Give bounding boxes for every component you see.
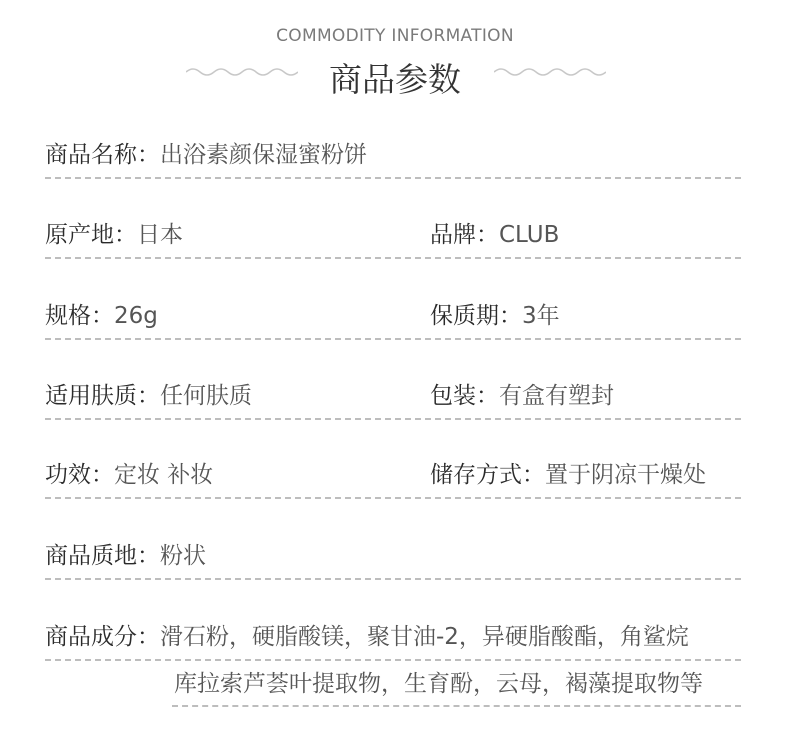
- field-label: 商品名称：: [45, 142, 160, 168]
- field-spec: [45, 301, 158, 331]
- field-value: 任何肤质: [160, 383, 252, 409]
- wave-decoration-right-icon: [494, 66, 606, 78]
- field-label: 商品成分：: [45, 624, 160, 650]
- field-label: 储存方式：: [430, 462, 545, 488]
- divider: [45, 177, 741, 179]
- field-value: 粉状: [160, 543, 206, 569]
- field-ingredients: [45, 622, 689, 652]
- field-value: 滑石粉，硬脂酸镁，聚甘油-2，异硬脂酸酯，角鲨烷: [160, 624, 689, 650]
- divider: [45, 659, 741, 661]
- field-label: 规格：: [45, 303, 114, 329]
- field-label: 原产地：: [45, 222, 137, 248]
- divider: [45, 578, 741, 580]
- field-ingredients-continued: 库拉索芦荟叶提取物，生育酚，云母，褐藻提取物等: [174, 671, 703, 697]
- divider: [172, 705, 741, 707]
- divider: [45, 418, 741, 420]
- field-value: 出浴素颜保湿蜜粉饼: [160, 142, 367, 168]
- header-english-title: COMMODITY INFORMATION: [276, 26, 514, 46]
- field-value: CLUB: [499, 222, 560, 248]
- field-value: 有盒有塑封: [499, 383, 614, 409]
- divider: [45, 338, 741, 340]
- field-texture: [45, 541, 206, 571]
- field-value: 定妆 补妆: [114, 462, 214, 488]
- field-skin-type: [45, 381, 252, 411]
- header-chinese-title: 商品参数: [329, 60, 461, 99]
- field-value: 26g: [114, 303, 158, 329]
- field-label: 品牌：: [430, 222, 499, 248]
- field-packaging: [430, 381, 614, 411]
- field-label: 保质期：: [430, 303, 522, 329]
- field-origin: [45, 220, 183, 250]
- field-brand: [430, 220, 559, 250]
- field-value: 日本: [137, 222, 183, 248]
- field-value: 置于阴凉干燥处: [545, 462, 706, 488]
- field-label: 包装：: [430, 383, 499, 409]
- divider: [45, 257, 741, 259]
- field-label: 适用肤质：: [45, 383, 160, 409]
- field-label: 商品质地：: [45, 543, 160, 569]
- field-shelf-life: [430, 301, 560, 331]
- field-value: 3年: [522, 303, 560, 329]
- field-effect: [45, 460, 213, 490]
- field-label: 功效：: [45, 462, 114, 488]
- field-storage: [430, 460, 706, 490]
- divider: [45, 497, 741, 499]
- field-product-name: [45, 140, 367, 170]
